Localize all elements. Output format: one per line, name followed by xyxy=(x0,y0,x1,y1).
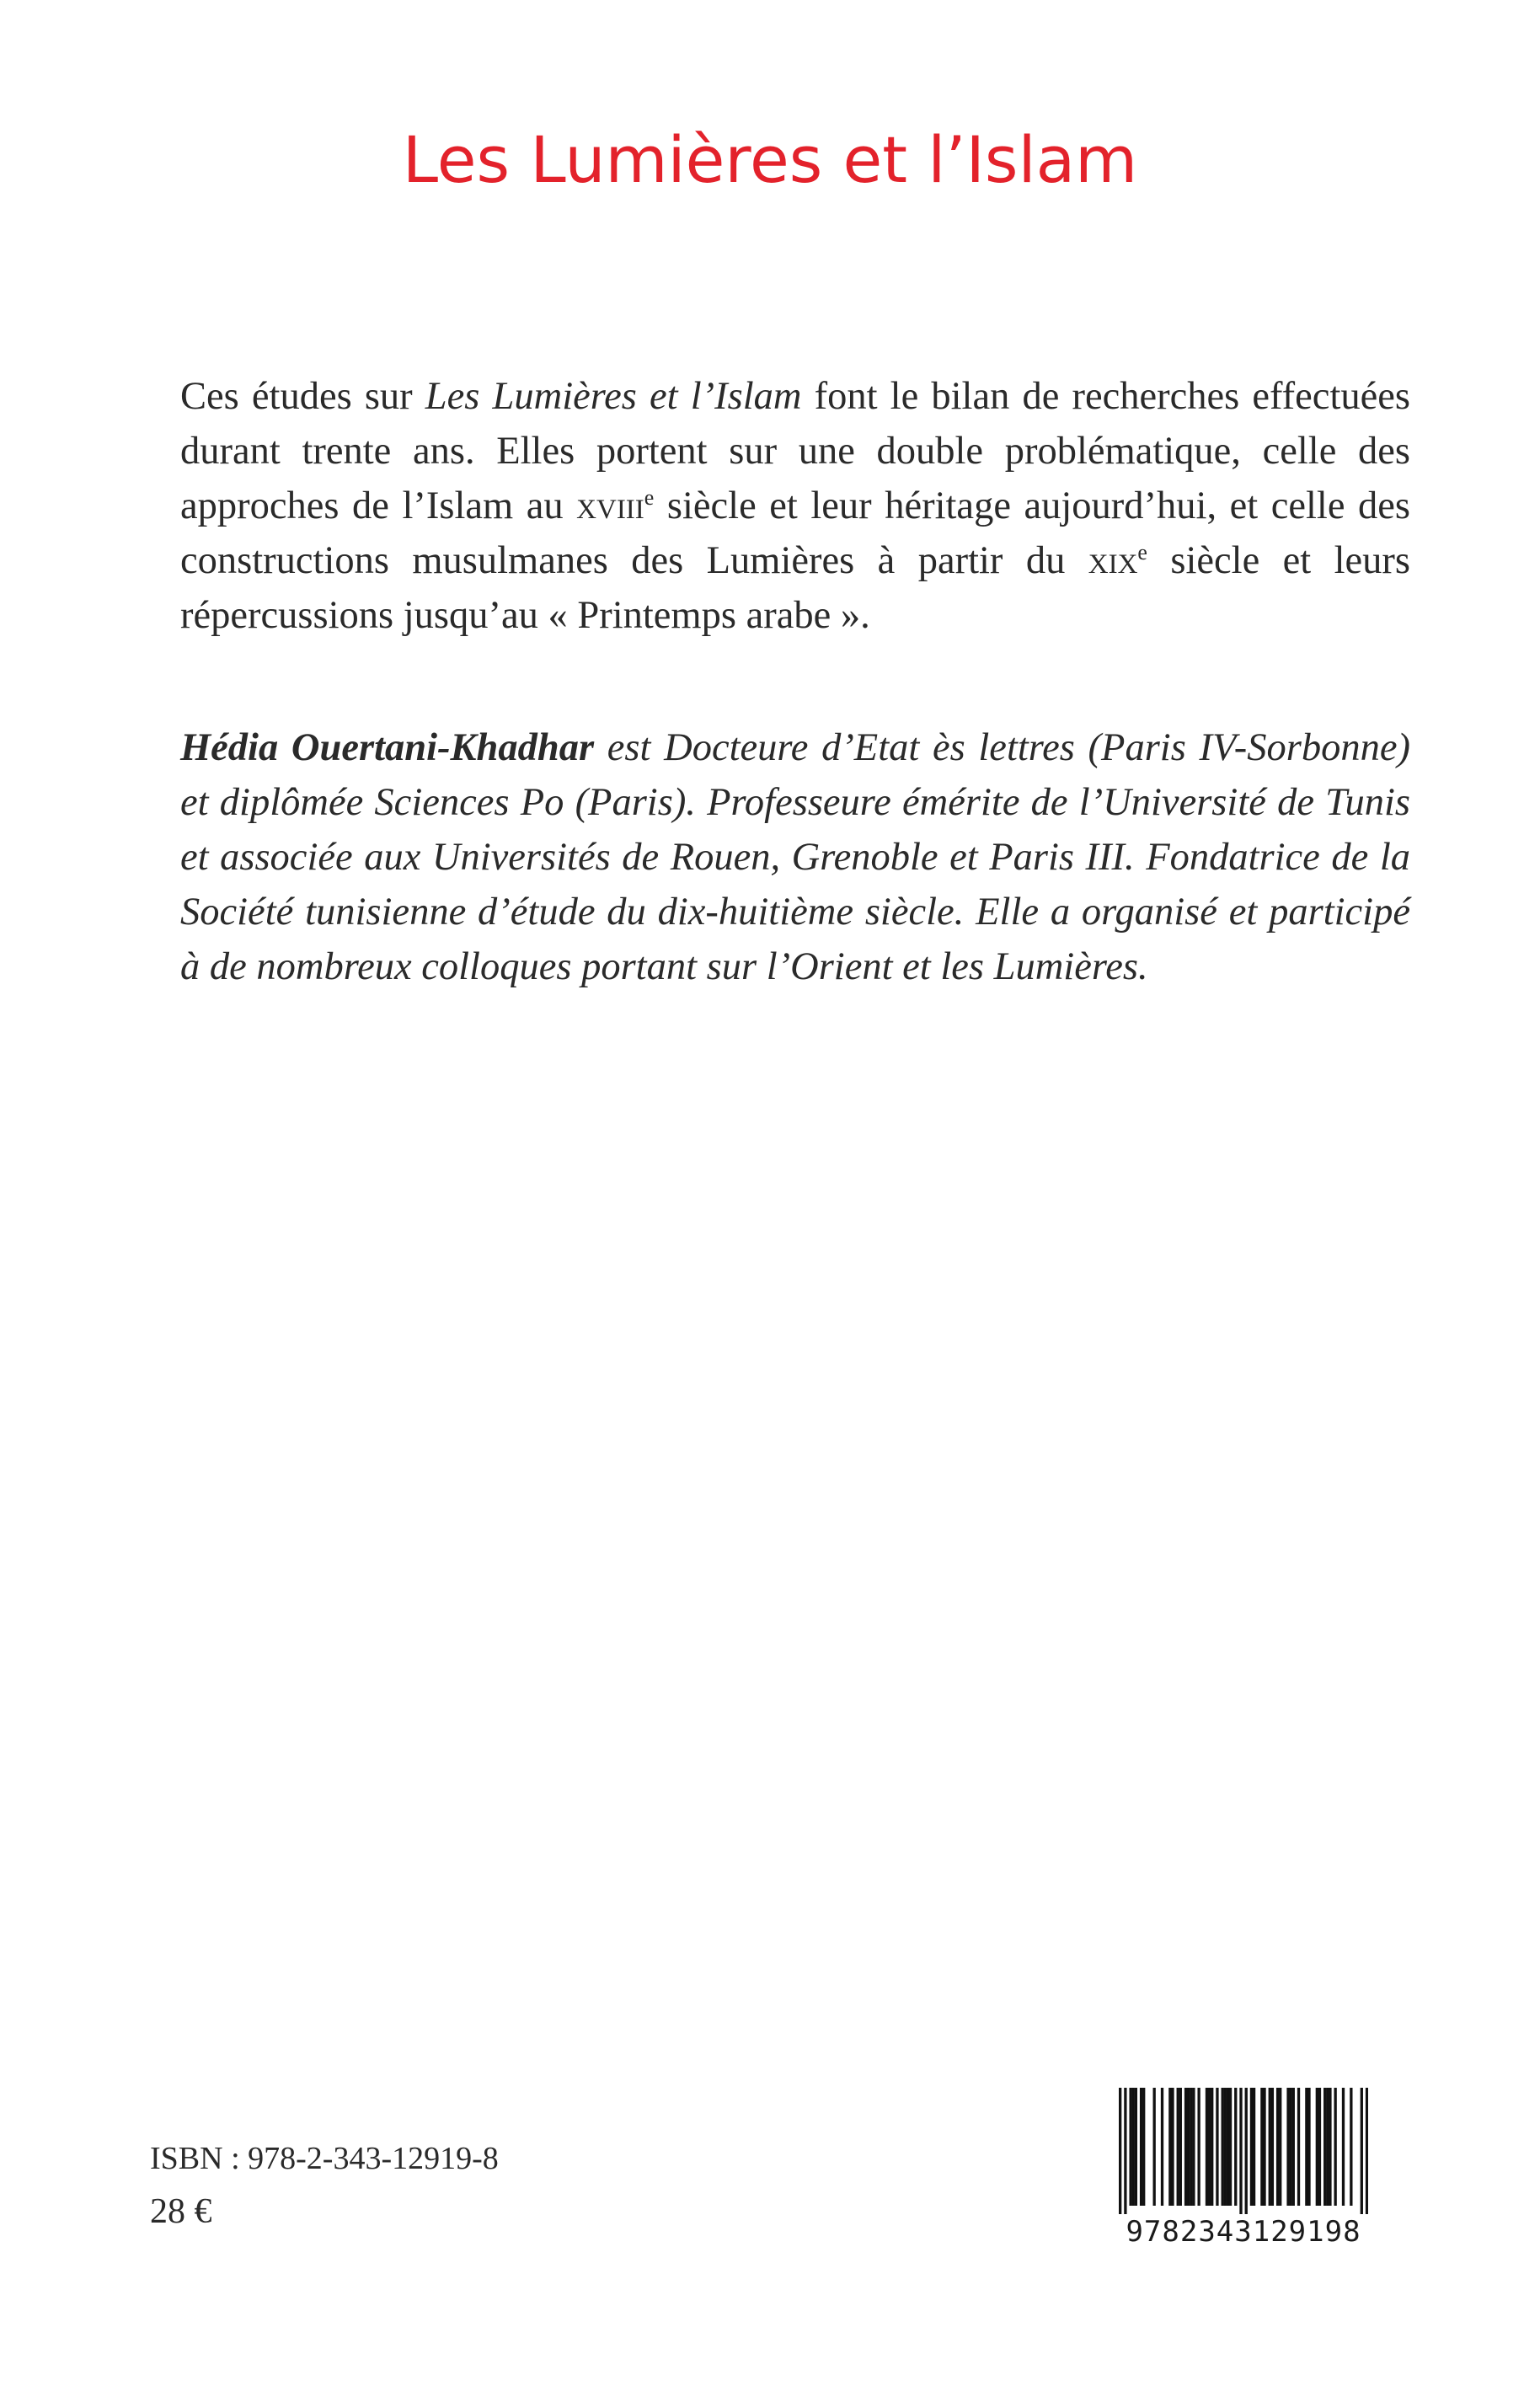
barcode-bar xyxy=(1177,2088,1179,2206)
blurb-text-2: font le bilan de recherches effectuées durant trente ans. Elles portent sur une double problématique, celle des approches de l’Islam au xyxy=(180,375,1410,527)
barcode-bar xyxy=(1290,2088,1292,2206)
barcode-bar xyxy=(1184,2088,1187,2206)
barcode-bar xyxy=(1227,2088,1229,2206)
barcode-bar xyxy=(1316,2088,1318,2206)
blurb-text-3: siècle et leur héritage aujourd’hui, et celle des constructions musulmanes des Lumières à partir du xyxy=(180,484,1410,582)
barcode-bar xyxy=(1190,2088,1192,2206)
barcode-bar xyxy=(1334,2088,1336,2206)
author-name: Hédia Ouertani-Khadhar xyxy=(180,726,595,769)
barcode-bar xyxy=(1342,2088,1345,2206)
barcode-bar xyxy=(1224,2088,1227,2206)
barcode-bar xyxy=(1366,2088,1368,2214)
century-18: xviii xyxy=(576,484,644,527)
barcode-bar xyxy=(1119,2088,1121,2214)
century-19: xix xyxy=(1088,539,1138,582)
barcode-bar xyxy=(1206,2088,1208,2206)
blurb-title-italic: Les Lumières et l’Islam xyxy=(425,375,802,418)
barcode-bar xyxy=(1271,2088,1274,2206)
barcode-bar xyxy=(1222,2088,1224,2206)
barcode-bar xyxy=(1269,2088,1271,2206)
barcode xyxy=(1095,2081,1392,2262)
barcode-bar xyxy=(1307,2088,1310,2206)
barcode-bar xyxy=(1279,2088,1281,2206)
century-18-suffix: e xyxy=(644,485,655,510)
barcode-bar xyxy=(1229,2088,1232,2206)
barcode-bar xyxy=(1129,2088,1131,2206)
blurb-paragraph xyxy=(180,369,1410,643)
barcode-bar xyxy=(1276,2088,1279,2206)
barcode-bar xyxy=(1197,2088,1200,2206)
barcode-bar xyxy=(1140,2088,1142,2206)
isbn-label: ISBN : 978-2-343-12919-8 xyxy=(150,2141,499,2176)
barcode-bar xyxy=(1179,2088,1182,2206)
barcode-bar xyxy=(1234,2088,1237,2206)
barcode-bar xyxy=(1350,2088,1352,2206)
barcode-bar xyxy=(1208,2088,1211,2206)
book-title: Les Lumières et l’Islam xyxy=(402,122,1138,197)
barcode-bar xyxy=(1216,2088,1218,2206)
barcode-bar xyxy=(1187,2088,1190,2206)
price-label: 28 € xyxy=(150,2192,212,2231)
barcode-bar xyxy=(1192,2088,1195,2206)
barcode-bar xyxy=(1263,2088,1265,2206)
barcode-bar xyxy=(1135,2088,1137,2206)
author-bio-text: est Docteure d’Etat ès lettres (Paris IV-Sorbonne) et diplômée Sciences Po (Paris). Professeure émérite de l’Université de Tunis et associée aux Universités de Rouen, Grenoble et Paris III. Fondatrice de la Société tunisienne d’étude du dix-huitième siècle. Elle a organisé et participé à de nombreux colloques portant sur l’Orient et les Lumières. xyxy=(180,726,1411,988)
blurb-text-1: Ces études sur xyxy=(180,375,425,418)
barcode-bar xyxy=(1260,2088,1263,2206)
barcode-bar xyxy=(1142,2088,1145,2206)
author-bio xyxy=(180,720,1410,994)
barcode-bar xyxy=(1171,2088,1174,2206)
barcode-bar xyxy=(1323,2088,1326,2206)
barcode-bar xyxy=(1305,2088,1307,2206)
barcode-bars-icon xyxy=(1119,2088,1368,2214)
barcode-bar xyxy=(1329,2088,1331,2206)
barcode-bar xyxy=(1253,2088,1255,2206)
century-19-suffix: e xyxy=(1137,540,1147,564)
barcode-bar xyxy=(1292,2088,1295,2206)
barcode-bar xyxy=(1211,2088,1213,2206)
barcode-bar xyxy=(1124,2088,1126,2214)
barcode-bar xyxy=(1318,2088,1321,2206)
barcode-digits: 9782343129198 xyxy=(1126,2215,1361,2249)
barcode-bar xyxy=(1239,2088,1242,2214)
barcode-bar xyxy=(1245,2088,1248,2214)
barcode-bar xyxy=(1286,2088,1289,2206)
barcode-bar xyxy=(1361,2088,1363,2214)
barcode-bar xyxy=(1168,2088,1171,2206)
blurb-text-4: siècle et leurs répercussions jusqu’au « Printemps arabe ». xyxy=(180,539,1410,637)
barcode-bar xyxy=(1153,2088,1156,2206)
barcode-bar xyxy=(1132,2088,1135,2206)
barcode-bar xyxy=(1326,2088,1329,2206)
barcode-bar xyxy=(1297,2088,1300,2206)
barcode-bar xyxy=(1161,2088,1163,2206)
barcode-bar xyxy=(1250,2088,1253,2206)
